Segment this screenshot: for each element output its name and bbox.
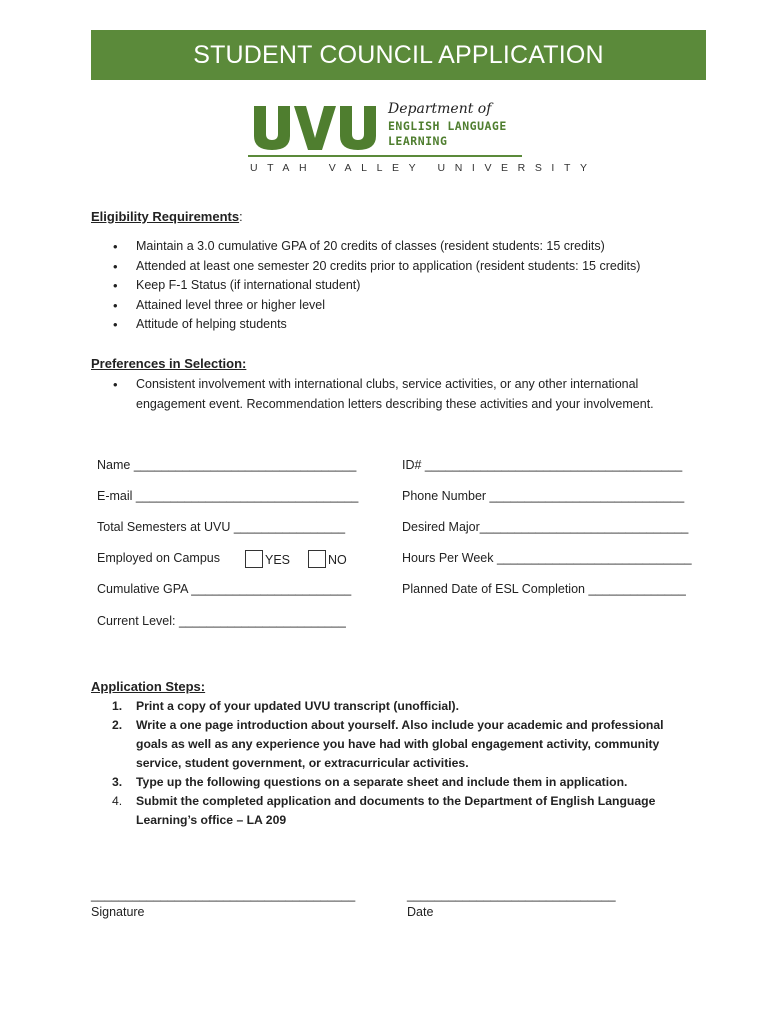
step-text: Print a copy of your updated UVU transcript (unofficial).: [136, 699, 459, 713]
eligibility-colon: :: [239, 210, 243, 224]
gpa-field[interactable]: Cumulative GPA _______________________: [97, 582, 352, 596]
steps-heading: Application Steps:: [91, 679, 206, 694]
yes-label: YES: [265, 553, 291, 567]
list-item: [91, 716, 681, 773]
phone-field[interactable]: Phone Number ____________________________: [402, 489, 685, 503]
logo-divider: [248, 155, 522, 157]
step-number: 4.: [112, 794, 123, 808]
date-line[interactable]: ______________________________: [407, 888, 616, 902]
step-number: 2.: [112, 718, 123, 732]
list-item: [91, 773, 681, 792]
yes-checkbox[interactable]: [245, 550, 263, 568]
list-item: [91, 697, 681, 716]
hours-field[interactable]: Hours Per Week ____________________________: [402, 551, 692, 565]
current-level-field[interactable]: Current Level: ________________________: [97, 614, 346, 628]
list-item: • Attitude of helping students: [91, 315, 691, 335]
logo-department-line3: LEARNING: [388, 134, 448, 148]
step-number: 1.: [112, 699, 123, 713]
yes-option[interactable]: [245, 550, 290, 568]
uvu-logo-icon: [252, 104, 382, 152]
no-option[interactable]: [308, 550, 347, 568]
step-text: Submit the completed application and documents to the Department of English Language Learning’s office – LA 209: [136, 794, 656, 827]
list-item: [91, 792, 681, 830]
steps-list: [91, 697, 681, 830]
list-item: • Consistent involvement with international clubs, service activities, or any other international engagement event. Recommendation letters describing these activities and your involvement.: [91, 375, 681, 414]
preferences-heading: Preferences in Selection:: [91, 356, 247, 371]
page-title: STUDENT COUNCIL APPLICATION: [193, 41, 604, 69]
employed-label: Employed on Campus: [97, 551, 220, 565]
step-number: 3.: [112, 775, 123, 789]
no-checkbox[interactable]: [308, 550, 326, 568]
eligibility-heading: Eligibility Requirements: [91, 209, 240, 224]
step-text: Write a one page introduction about yourself. Also include your academic and professional goals as well as any experience you have had with global engagement activity, community service, student government, or extracurricular activities.: [136, 718, 664, 770]
semesters-field[interactable]: Total Semesters at UVU ________________: [97, 520, 346, 534]
no-label: NO: [328, 553, 347, 567]
list-item: • Maintain a 3.0 cumulative GPA of 20 credits of classes (resident students: 15 credits): [91, 237, 691, 257]
preferences-list: [91, 375, 681, 414]
logo-department-line2: ENGLISH LANGUAGE: [388, 119, 507, 133]
list-item: • Attended at least one semester 20 credits prior to application (resident students: 15 credits): [91, 257, 691, 277]
step-text: Type up the following questions on a separate sheet and include them in application.: [136, 775, 628, 789]
list-item: • Attained level three or higher level: [91, 296, 691, 316]
id-field[interactable]: ID# _____________________________________: [402, 458, 683, 472]
logo-university-name: UTAH VALLEY UNIVERSITY: [250, 162, 597, 174]
eligibility-list: [91, 237, 691, 335]
email-field[interactable]: E-mail ________________________________: [97, 489, 359, 503]
major-field[interactable]: Desired Major______________________________: [402, 520, 689, 534]
date-label: Date: [407, 905, 434, 919]
signature-line[interactable]: ______________________________________: [91, 888, 356, 902]
logo-department-line1: Department of: [388, 101, 492, 117]
name-field[interactable]: Name ________________________________: [97, 458, 357, 472]
page-title-banner: [91, 30, 706, 80]
eligibility-heading-row: [91, 209, 243, 224]
list-item: • Keep F-1 Status (if international student): [91, 276, 691, 296]
signature-label: Signature: [91, 905, 145, 919]
esl-completion-field[interactable]: Planned Date of ESL Completion ______________: [402, 582, 686, 596]
